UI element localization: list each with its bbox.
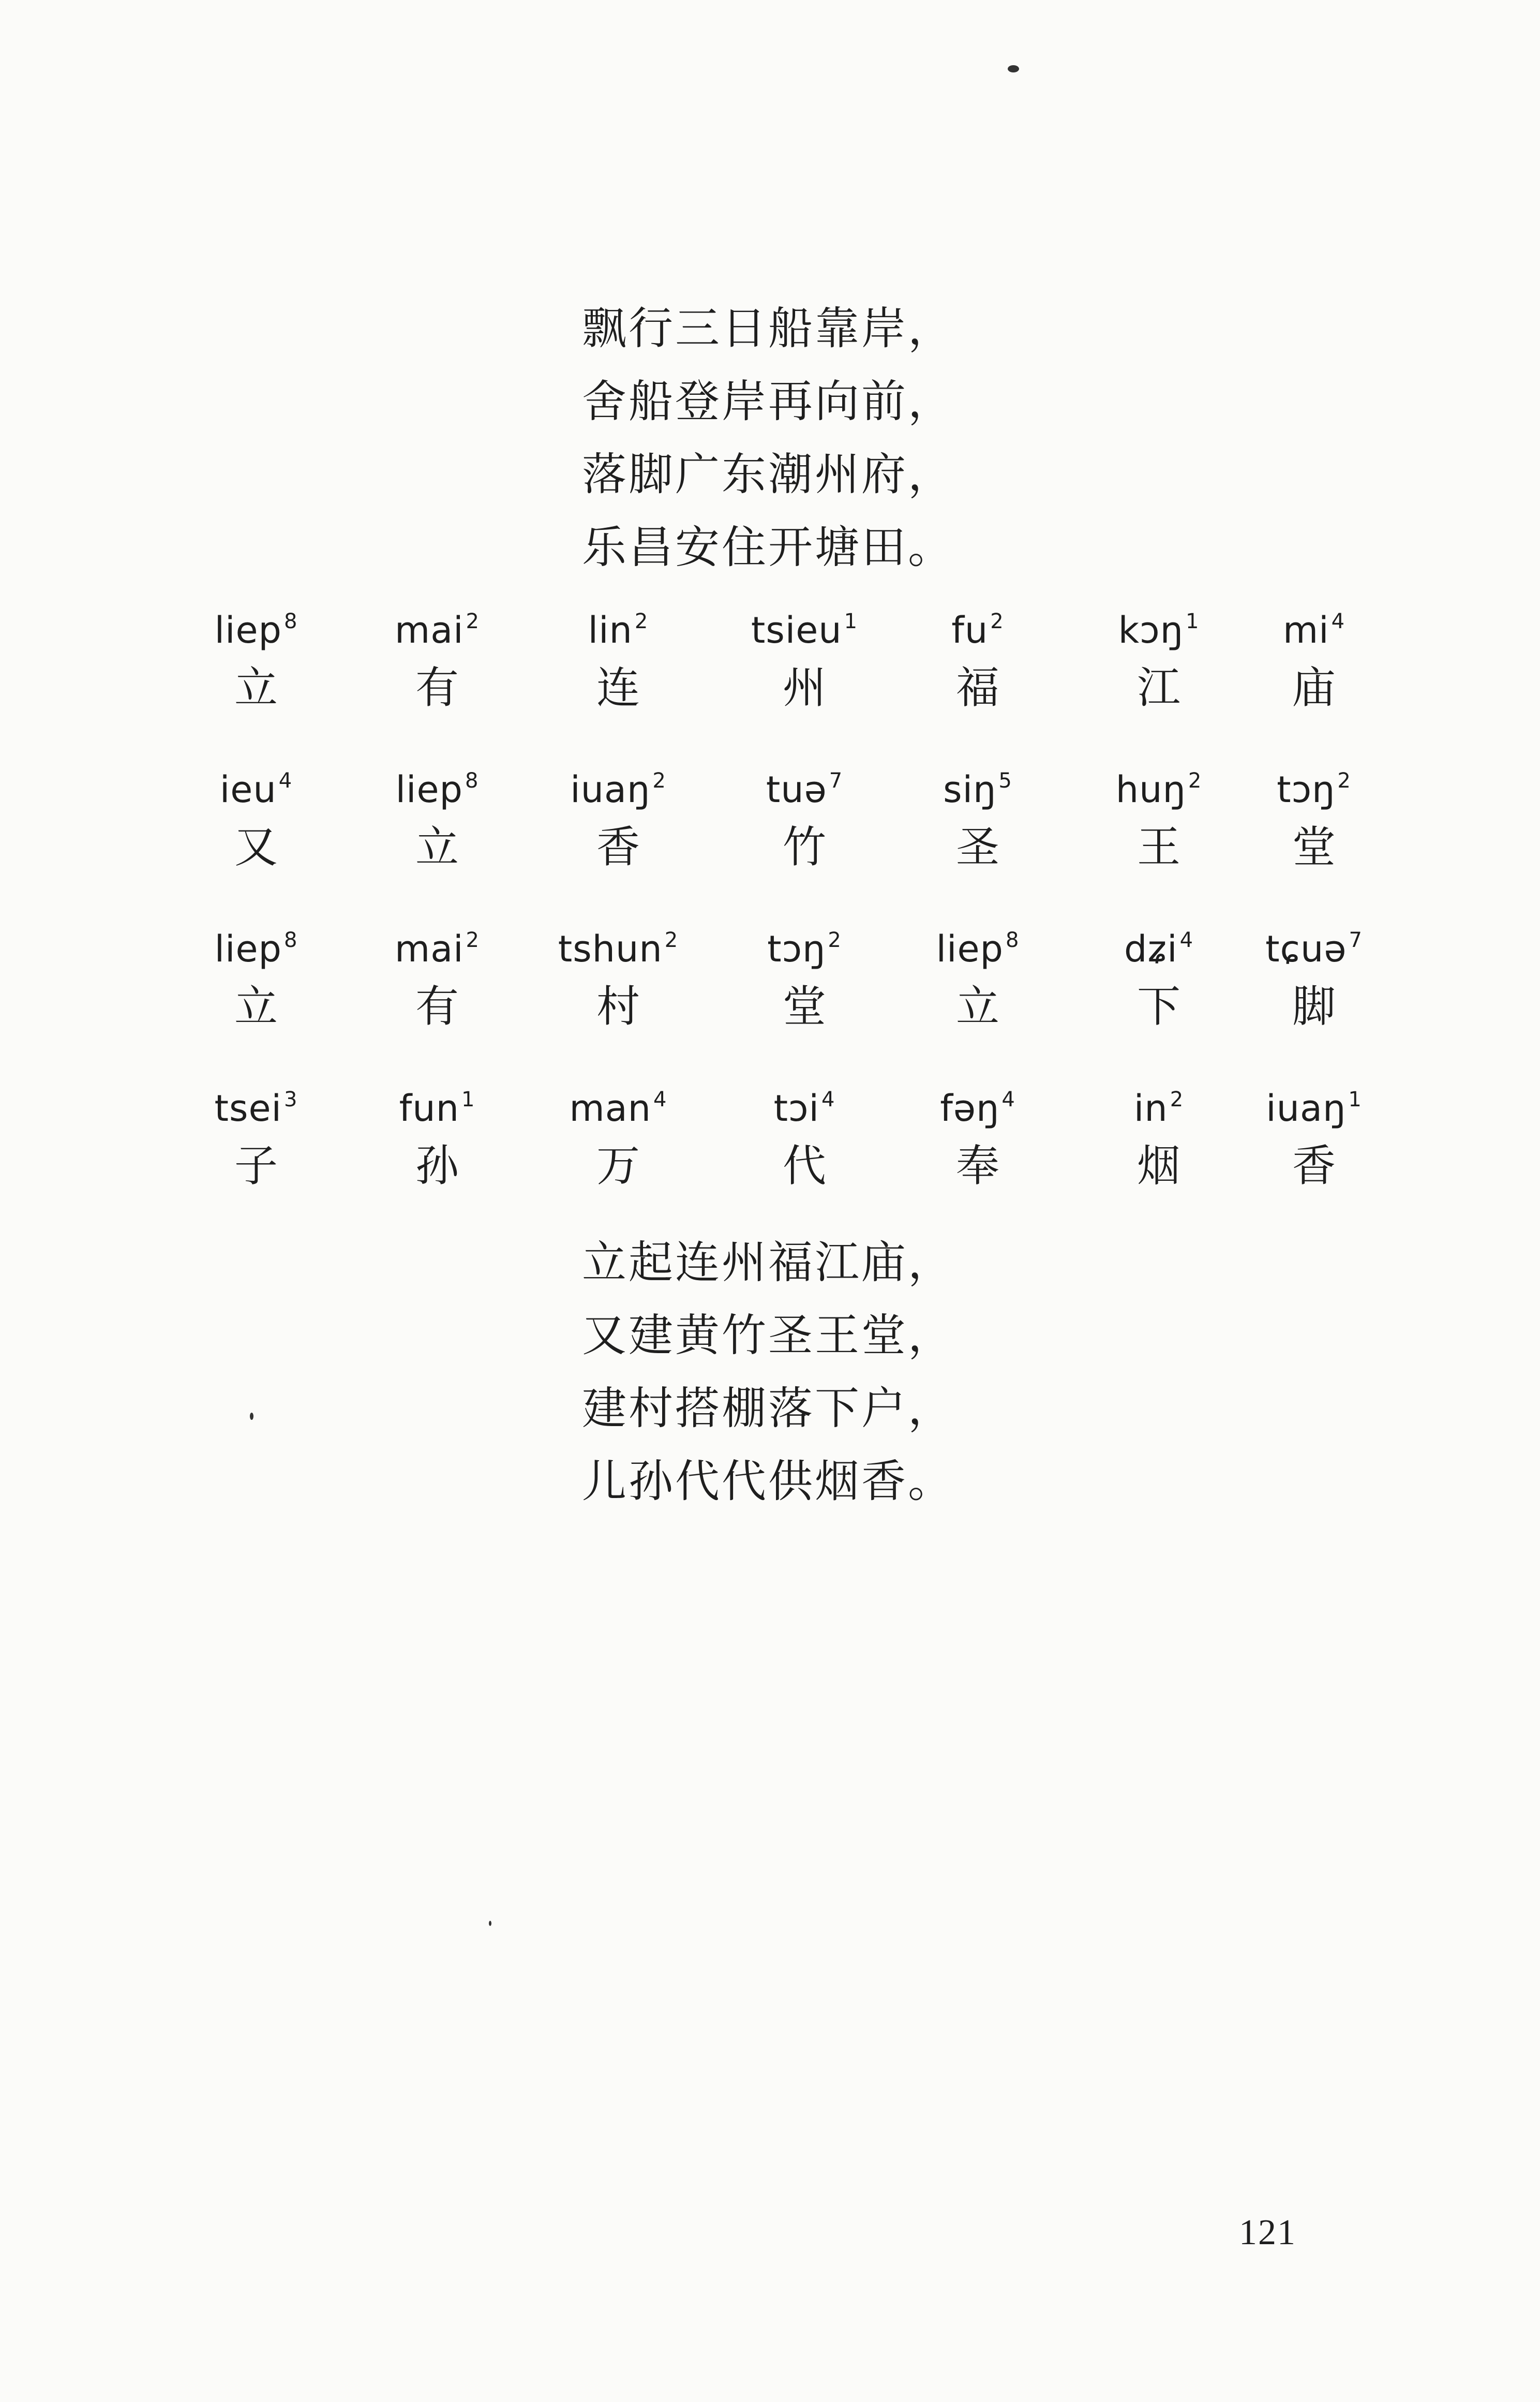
gloss-cell bbox=[360, 598, 515, 719]
chinese-character: 连 bbox=[596, 662, 640, 713]
print-speck bbox=[250, 1413, 253, 1420]
chinese-character: 州 bbox=[782, 662, 826, 713]
tone-number: 5 bbox=[998, 769, 1012, 793]
gloss-cell bbox=[1081, 598, 1236, 719]
romanization-text: ieu bbox=[219, 768, 277, 811]
romanization bbox=[900, 757, 1055, 811]
romanization-text: tsieu bbox=[751, 609, 842, 651]
romanization bbox=[900, 1076, 1055, 1130]
tone-number: 2 bbox=[664, 928, 679, 952]
gloss-cell bbox=[1081, 757, 1236, 878]
tone-number: 2 bbox=[828, 928, 842, 952]
chinese-character: 江 bbox=[1137, 662, 1180, 713]
verse-line: 儿孙代代供烟香。 bbox=[582, 1456, 954, 1507]
romanization-text: iuaŋ bbox=[1266, 1087, 1347, 1130]
romanization bbox=[1081, 1076, 1236, 1130]
chinese-character: 立 bbox=[234, 981, 278, 1032]
gloss-cell bbox=[727, 916, 882, 1037]
gloss-cell bbox=[900, 757, 1055, 878]
stanza-bottom bbox=[582, 1226, 1048, 1518]
romanization bbox=[178, 916, 334, 970]
romanization bbox=[1081, 916, 1236, 970]
romanization-text: mi bbox=[1282, 609, 1329, 651]
romanization-text: lin bbox=[588, 609, 633, 651]
tone-number: 4 bbox=[821, 1088, 835, 1111]
romanization-text: mai bbox=[395, 928, 464, 970]
tone-number: 7 bbox=[829, 769, 843, 793]
tone-number: 4 bbox=[653, 1088, 667, 1111]
romanization-text: tɔŋ bbox=[1277, 768, 1336, 811]
tone-number: 8 bbox=[1005, 928, 1020, 952]
tone-number: 2 bbox=[1170, 1088, 1184, 1111]
romanization bbox=[727, 916, 882, 970]
romanization-text: iuaŋ bbox=[570, 768, 651, 811]
gloss-cell bbox=[1081, 1076, 1236, 1197]
tone-number: 8 bbox=[465, 769, 479, 793]
romanization-text: man bbox=[569, 1087, 651, 1130]
verse-line: 建村搭棚落下户， bbox=[582, 1383, 954, 1434]
gloss-cell bbox=[900, 598, 1055, 719]
tone-number: 1 bbox=[844, 610, 858, 633]
chinese-character: 王 bbox=[1137, 822, 1180, 872]
chinese-character: 立 bbox=[234, 662, 278, 713]
chinese-character: 堂 bbox=[1292, 822, 1336, 872]
tone-number: 4 bbox=[1179, 928, 1194, 952]
tone-number: 1 bbox=[1185, 610, 1200, 633]
chinese-character: 代 bbox=[782, 1140, 826, 1191]
gloss-cell bbox=[900, 916, 1055, 1037]
verse-line: 落脚广东潮州府， bbox=[582, 449, 954, 500]
verse-line: 立起连州福江庙， bbox=[582, 1237, 954, 1288]
gloss-cell bbox=[178, 757, 334, 878]
gloss-cell bbox=[178, 598, 334, 719]
romanization-text: liep bbox=[214, 609, 282, 651]
gloss-cell bbox=[1081, 916, 1236, 1037]
tone-number: 2 bbox=[634, 610, 649, 633]
chinese-character: 又 bbox=[234, 822, 278, 872]
romanization-text: fəŋ bbox=[940, 1087, 1000, 1130]
tone-number: 3 bbox=[283, 1088, 298, 1111]
print-speck bbox=[489, 1921, 491, 1926]
romanization-text: in bbox=[1133, 1087, 1168, 1130]
gloss-cell bbox=[360, 1076, 515, 1197]
gloss-cell bbox=[1236, 757, 1392, 878]
romanization bbox=[900, 916, 1055, 970]
tone-number: 2 bbox=[1188, 769, 1202, 793]
romanization bbox=[1081, 757, 1236, 811]
romanization-text: tshun bbox=[558, 928, 663, 970]
romanization bbox=[541, 757, 696, 811]
gloss-row bbox=[178, 1076, 1384, 1235]
tone-number: 2 bbox=[990, 610, 1004, 633]
chinese-character: 圣 bbox=[955, 822, 999, 872]
chinese-character: 烟 bbox=[1137, 1140, 1180, 1191]
tone-number: 1 bbox=[1348, 1088, 1362, 1111]
romanization bbox=[178, 1076, 334, 1130]
romanization-text: tsei bbox=[214, 1087, 282, 1130]
chinese-character: 孙 bbox=[415, 1140, 459, 1191]
gloss-cell bbox=[541, 757, 696, 878]
gloss-row bbox=[178, 598, 1384, 757]
romanization bbox=[541, 598, 696, 651]
chinese-character: 有 bbox=[415, 662, 459, 713]
chinese-character: 福 bbox=[955, 662, 999, 713]
romanization bbox=[178, 598, 334, 651]
romanization-text: tɕuə bbox=[1265, 928, 1347, 970]
romanization bbox=[360, 757, 515, 811]
gloss-cell bbox=[541, 598, 696, 719]
chinese-character: 竹 bbox=[782, 822, 826, 872]
romanization-text: dʑi bbox=[1124, 928, 1178, 970]
chinese-character: 堂 bbox=[782, 981, 826, 1032]
verse-line: 乐昌安住开塘田。 bbox=[582, 522, 954, 573]
romanization bbox=[1236, 598, 1392, 651]
chinese-character: 万 bbox=[596, 1140, 640, 1191]
print-speck bbox=[1008, 65, 1019, 72]
verse-line: 又建黄竹圣王堂， bbox=[582, 1310, 954, 1361]
gloss-cell bbox=[1236, 598, 1392, 719]
chinese-character: 香 bbox=[1292, 1140, 1336, 1191]
romanization bbox=[360, 1076, 515, 1130]
romanization-text: siŋ bbox=[943, 768, 997, 811]
romanization bbox=[1236, 757, 1392, 811]
chinese-character: 立 bbox=[955, 981, 999, 1032]
romanization-text: fun bbox=[399, 1087, 459, 1130]
chinese-character: 村 bbox=[596, 981, 640, 1032]
gloss-row bbox=[178, 757, 1384, 916]
gloss-cell bbox=[727, 598, 882, 719]
romanization bbox=[727, 1076, 882, 1130]
romanization-text: liep bbox=[214, 928, 282, 970]
tone-number: 2 bbox=[1337, 769, 1351, 793]
chinese-character: 香 bbox=[596, 822, 640, 872]
verse-line: 飘行三日船靠岸， bbox=[582, 303, 954, 354]
romanization-text: huŋ bbox=[1115, 768, 1186, 811]
page-number: 121 bbox=[1239, 2213, 1296, 2252]
romanization-text: kɔŋ bbox=[1118, 609, 1184, 651]
tone-number: 8 bbox=[283, 928, 298, 952]
chinese-character: 奉 bbox=[955, 1140, 999, 1191]
tone-number: 2 bbox=[466, 928, 480, 952]
romanization bbox=[1081, 598, 1236, 651]
stanza-top bbox=[582, 292, 1048, 584]
tone-number: 7 bbox=[1349, 928, 1363, 952]
romanization-text: tuə bbox=[766, 768, 827, 811]
gloss-cell bbox=[727, 757, 882, 878]
gloss-cell bbox=[900, 1076, 1055, 1197]
gloss-cell bbox=[541, 916, 696, 1037]
chinese-character: 庙 bbox=[1292, 662, 1336, 713]
gloss-cell bbox=[1236, 916, 1392, 1037]
interlinear-grid bbox=[178, 598, 1384, 1235]
gloss-cell bbox=[541, 1076, 696, 1197]
romanization bbox=[541, 916, 696, 970]
romanization bbox=[360, 916, 515, 970]
chinese-character: 有 bbox=[415, 981, 459, 1032]
romanization-text: mai bbox=[395, 609, 464, 651]
gloss-cell bbox=[360, 757, 515, 878]
romanization bbox=[541, 1076, 696, 1130]
romanization bbox=[1236, 1076, 1392, 1130]
gloss-row bbox=[178, 916, 1384, 1076]
chinese-character: 下 bbox=[1137, 981, 1180, 1032]
chinese-character: 子 bbox=[234, 1140, 278, 1191]
romanization bbox=[900, 598, 1055, 651]
romanization-text: tɔi bbox=[773, 1087, 819, 1130]
tone-number: 1 bbox=[461, 1088, 475, 1111]
tone-number: 4 bbox=[1331, 610, 1345, 633]
gloss-cell bbox=[178, 916, 334, 1037]
gloss-cell bbox=[1236, 1076, 1392, 1197]
romanization-text: liep bbox=[395, 768, 463, 811]
romanization-text: tɔŋ bbox=[767, 928, 826, 970]
romanization bbox=[178, 757, 334, 811]
romanization-text: fu bbox=[951, 609, 989, 651]
romanization bbox=[360, 598, 515, 651]
chinese-character: 脚 bbox=[1292, 981, 1336, 1032]
romanization bbox=[727, 598, 882, 651]
romanization-text: liep bbox=[936, 928, 1004, 970]
gloss-cell bbox=[178, 1076, 334, 1197]
tone-number: 2 bbox=[652, 769, 666, 793]
romanization bbox=[1236, 916, 1392, 970]
gloss-cell bbox=[727, 1076, 882, 1197]
tone-number: 8 bbox=[283, 610, 298, 633]
tone-number: 4 bbox=[278, 769, 293, 793]
romanization bbox=[727, 757, 882, 811]
chinese-character: 立 bbox=[415, 822, 459, 872]
tone-number: 2 bbox=[466, 610, 480, 633]
verse-line: 舍船登岸再向前， bbox=[582, 376, 954, 427]
tone-number: 4 bbox=[1001, 1088, 1015, 1111]
gloss-cell bbox=[360, 916, 515, 1037]
